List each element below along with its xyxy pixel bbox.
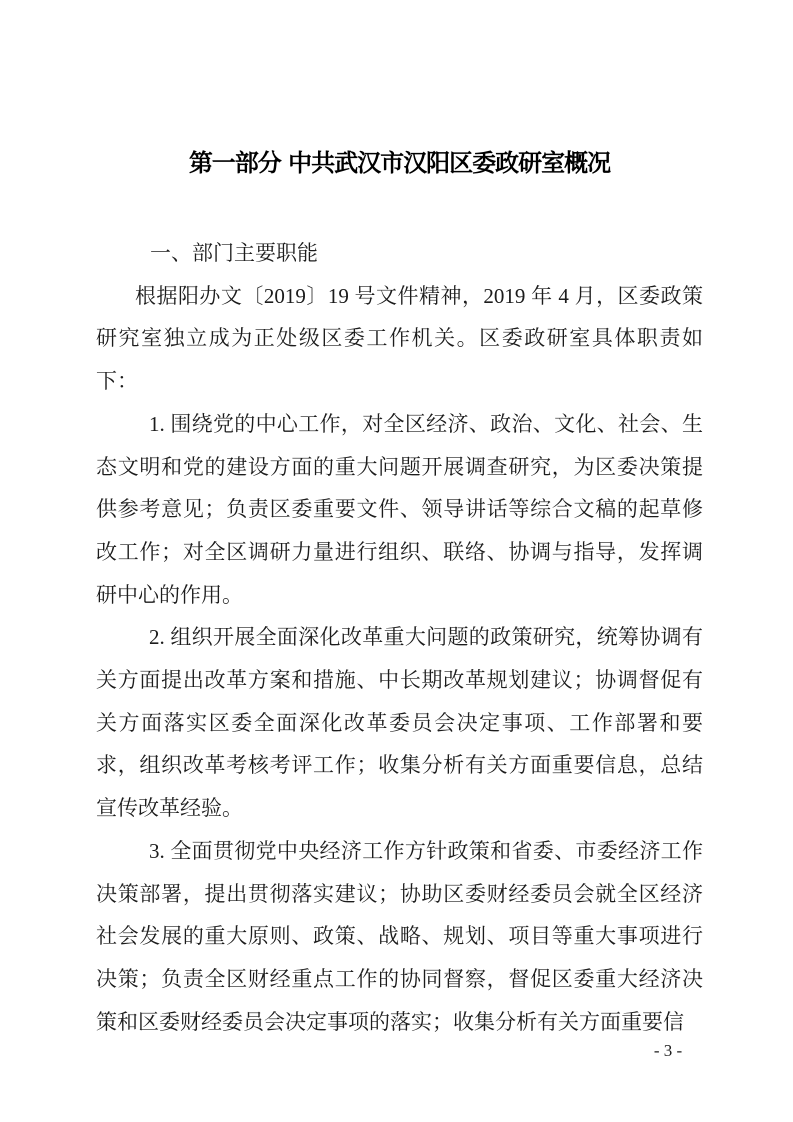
document-content: [96, 0, 703, 1043]
body-paragraph-item-3: 3. 全面贯彻党中央经济工作方针政策和省委、市委经济工作决策部署，提出贯彻落实建议；协助区委财经委员会就全区经济社会发展的重大原则、政策、战略、规划、项目等重大事项进行决策；负责全区财经重点工作的协同督察，督促区委重大经济决策和区委财经委员会决定事项的落实；收集分析有关方面重要信: [96, 838, 703, 1034]
document-title: 第一部分 中共武汉市汉阳区委政研室概况: [188, 149, 611, 177]
body-paragraph-item-1: 1. 围绕党的中心工作，对全区经济、政治、文化、社会、生态文明和党的建设方面的重大问题开展调查研究，为区委决策提供参考意见；负责区委重要文件、领导讲话等综合文稿的起草修改工作；对全区调研力量进行组织、联络、协调与指导，发挥调研中心的作用。: [96, 411, 703, 607]
body-paragraph-item-2: 2. 组织开展全面深化改革重大问题的政策研究，统筹协调有关方面提出改革方案和措施、中长期改革规划建议；协调督促有关方面落实区委全面深化改革委员会决定事项、工作部署和要求，组织改革考核考评工作；收集分析有关方面重要信息，总结宣传改革经验。: [96, 625, 703, 821]
section-heading: 一、部门主要职能: [150, 241, 318, 265]
page-number: - 3 -: [653, 1041, 683, 1060]
body-paragraph-intro: 根据阳办文〔2019〕19 号文件精神，2019 年 4 月，区委政策研究室独立成为正处级区委工作机关。区委政研室具体职责如下：: [96, 283, 703, 394]
